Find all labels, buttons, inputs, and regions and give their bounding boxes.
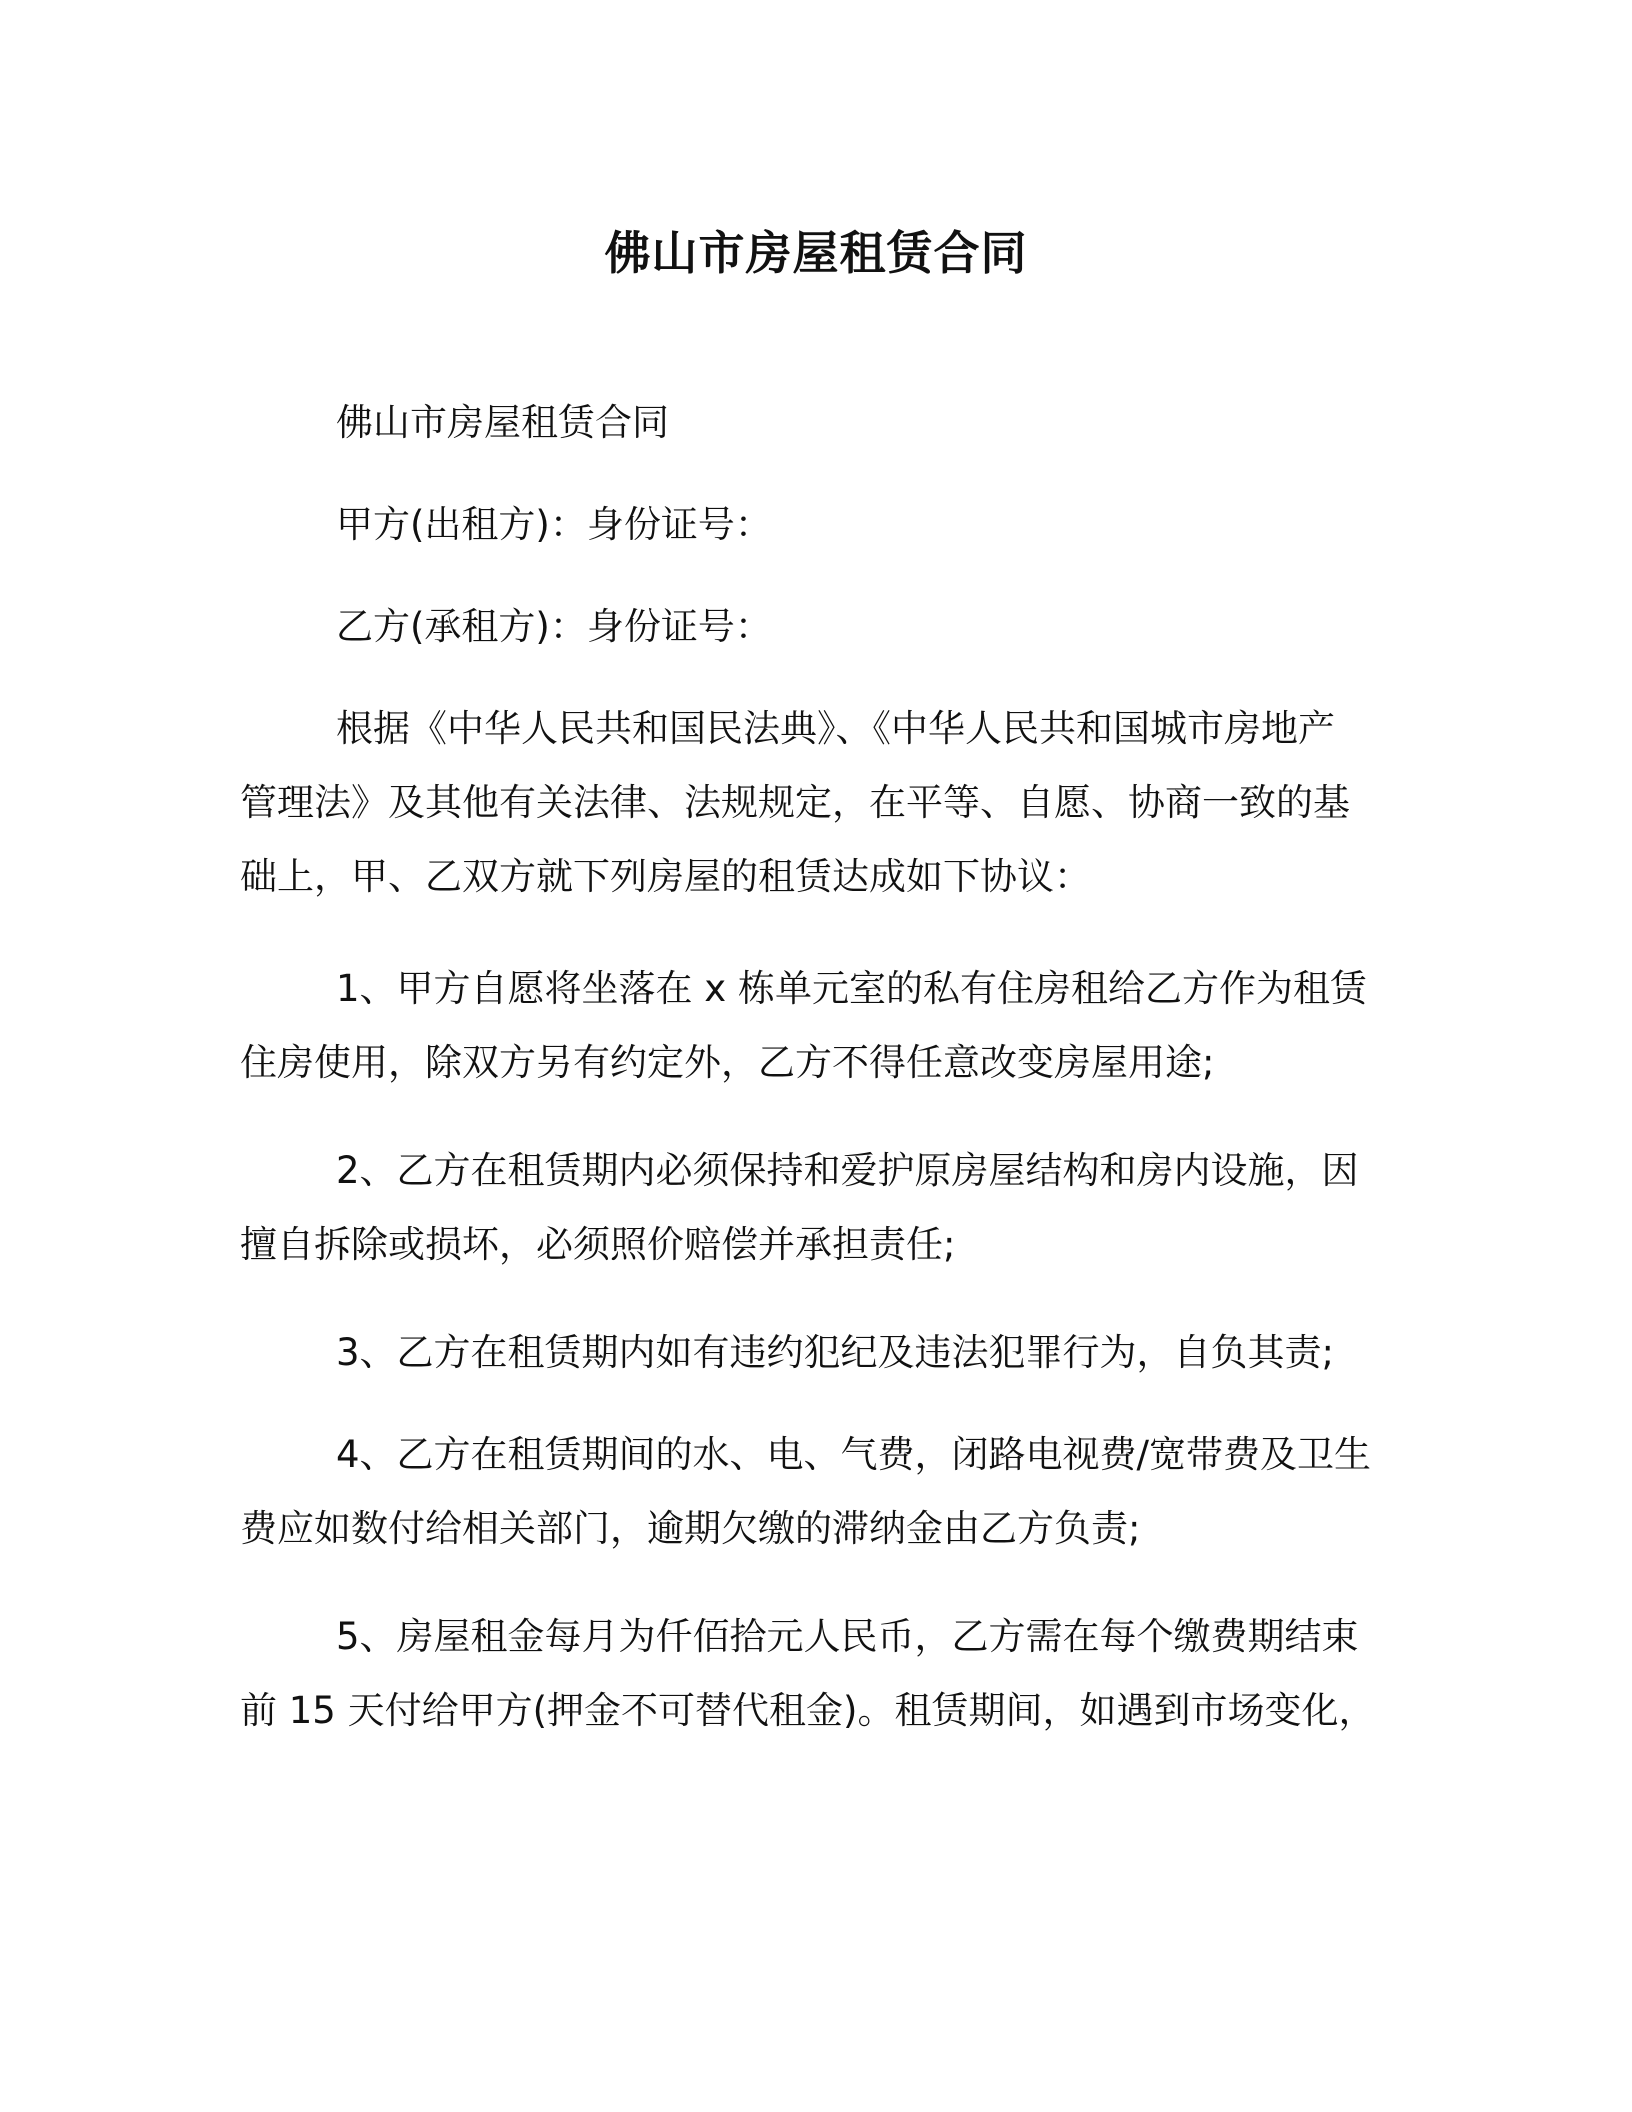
clause-5-line-1: 5、房屋租金每月为仟佰拾元人民币，乙方需在每个缴费期结束 (336, 1615, 1359, 1658)
clause-4-line-1: 4、乙方在租赁期间的水、电、气费，闭路电视费/宽带费及卫生 (336, 1433, 1372, 1476)
clause-1-line-1: 1、甲方自愿将坐落在 x 栋单元室的私有住房租给乙方作为租赁 (336, 967, 1367, 1010)
subtitle-text: 佛山市房屋租赁合同 (336, 401, 669, 444)
preamble-line-3: 础上，甲、乙双方就下列房屋的租赁达成如下协议： (240, 855, 1091, 898)
clause-5 (240, 1600, 1390, 1748)
clause-1-line-2: 住房使用，除双方另有约定外，乙方不得任意改变房屋用途; (240, 1041, 1215, 1084)
party-b-text: 乙方(承租方)：身份证号： (336, 605, 772, 648)
document-subtitle (240, 386, 1390, 460)
clause-5-line-2: 前 15 天付给甲方(押金不可替代租金)。租赁期间，如遇到市场变化， (240, 1689, 1376, 1732)
clause-2 (240, 1134, 1390, 1282)
clause-3-line-1: 3、乙方在租赁期内如有违约犯纪及违法犯罪行为，自负其责; (336, 1331, 1335, 1374)
clause-4-line-2: 费应如数付给相关部门，逾期欠缴的滞纳金由乙方负责; (240, 1507, 1141, 1550)
preamble-line-2: 管理法》及其他有关法律、法规规定，在平等、自愿、协商一致的基 (240, 781, 1350, 824)
preamble-line-1: 根据《中华人民共和国民法典》、《中华人民共和国城市房地产 (336, 707, 1335, 750)
clause-1 (240, 952, 1390, 1100)
preamble-paragraph (240, 692, 1390, 914)
party-b-line (240, 590, 1390, 664)
clause-4 (240, 1418, 1390, 1566)
party-a-line (240, 488, 1390, 562)
clause-3 (240, 1316, 1390, 1390)
clause-2-line-2: 擅自拆除或损坏，必须照价赔偿并承担责任; (240, 1223, 956, 1266)
party-a-text: 甲方(出租方)：身份证号： (336, 503, 772, 546)
document-title: 佛山市房屋租赁合同 (604, 226, 1028, 280)
clause-2-line-1: 2、乙方在租赁期内必须保持和爱护原房屋结构和房内设施，因 (336, 1149, 1359, 1192)
